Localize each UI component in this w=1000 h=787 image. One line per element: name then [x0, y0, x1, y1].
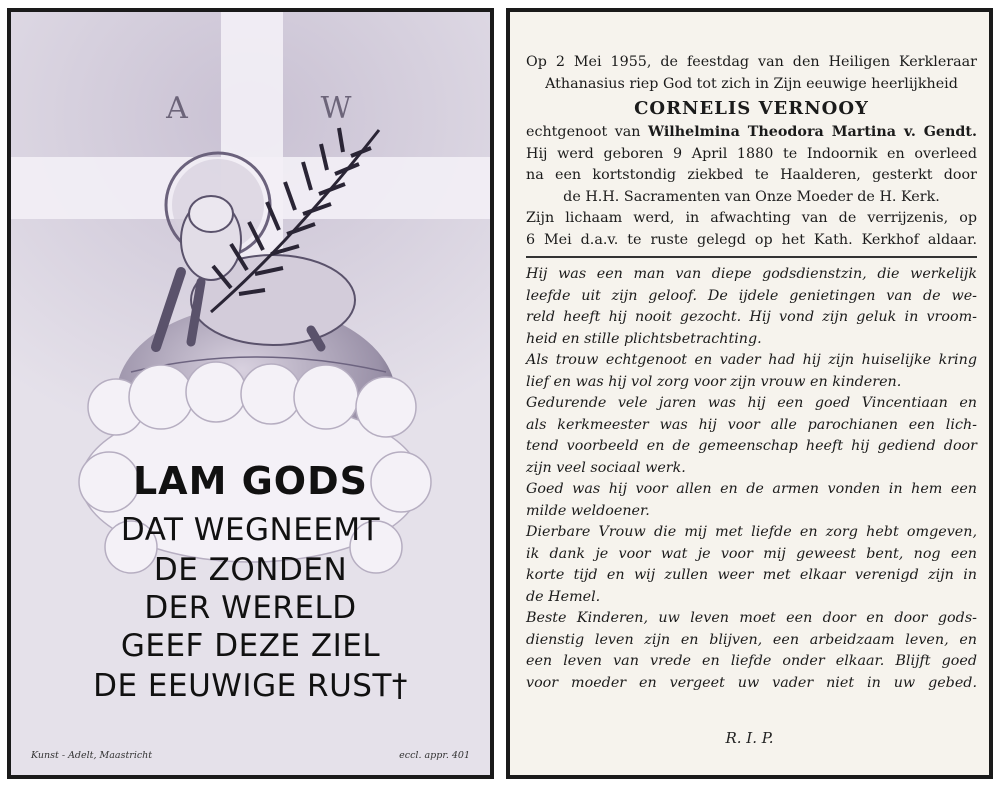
omega-letter: W: [320, 91, 352, 126]
eulogy-line: leefde uit zijn geloof. De ijdele genietingen van de we-: [526, 287, 977, 304]
spouse-name: Wilhelmina Theodora Martina v. Gendt.: [648, 124, 978, 140]
eulogy-line: Beste Kinderen, uw leven moet een door en door gods-: [526, 610, 977, 626]
prayer-title: LAM GODS: [132, 459, 369, 503]
ecclesiastical-approval: eccl. appr. 401: [399, 750, 470, 761]
intro-line: Athanasius riep God tot zich in Zijn eeuwige heerlijkheid: [545, 75, 958, 92]
eulogy-line: Als trouw echtgenoot en vader had hij zijn huiselijke kring: [526, 352, 977, 368]
eulogy-line: de Hemel.: [526, 588, 601, 605]
eulogy-line: zijn veel sociaal werk.: [526, 459, 686, 476]
eulogy-line: voor moeder en vergeet uw vader niet in uw gebed.: [526, 674, 977, 691]
rip-closing: R. I. P.: [725, 729, 774, 747]
prayer-line: DAT WEGNEEMT: [120, 512, 381, 548]
prayer-line: DE ZONDEN: [153, 552, 348, 588]
prayer-card-back: [506, 8, 993, 779]
bio-line: de H.H. Sacramenten van Onze Moeder de H. Kerk.: [563, 188, 940, 205]
eulogy-line: ik dank je voor wat je voor mij geweest bent, nog een: [526, 545, 977, 562]
printer-credit: Kunst - Adelt, Maastricht: [31, 750, 153, 761]
eulogy-line: reld heeft hij nooit gezocht. Hij vond zijn geluk in vroom-: [526, 309, 977, 325]
eulogy-line: een leven van vrede en liefde onder elkaar. Blijft goed: [526, 653, 977, 669]
prayer-line: DE EEUWIGE RUST†: [93, 668, 408, 704]
deceased-name: CORNELIS VERNOOY: [634, 98, 869, 119]
prayer-line: GEEF DEZE ZIEL: [120, 628, 381, 664]
prayer-line: DER WERELD: [144, 590, 357, 626]
eulogy-line: tend voorbeeld en de gemeenschap heeft hij gediend door: [526, 438, 977, 454]
eulogy-line: Gedurende vele jaren was hij een goed Vincentiaan en: [526, 395, 977, 411]
eulogy-line: Dierbare Vrouw die mij met liefde en zorg hebt omgeven,: [526, 524, 977, 540]
bio-line: Zijn lichaam werd, in afwachting van de verrijzenis, op: [526, 210, 977, 226]
prayer-card-front: [7, 8, 494, 779]
bio-line: Hij werd geboren 9 April 1880 te Indoornik en overleed: [526, 145, 977, 162]
eulogy-line: lief en was hij vol zorg voor zijn vrouw en kinderen.: [526, 373, 902, 390]
bio-line: 6 Mei d.a.v. te ruste gelegd op het Kath. Kerkhof aldaar.: [526, 231, 977, 248]
eulogy-line: heid en stille plichtsbetrachting.: [526, 330, 762, 347]
eulogy-line: als kerkmeester was hij voor alle parochianen een lich-: [526, 416, 977, 433]
eulogy-line: Hij was een man van diepe godsdienstzin, die werkelijk: [526, 266, 977, 282]
memorial-text: [526, 52, 977, 694]
eulogy-line: dienstig leven zijn en blijven, een arbeidzaam leven, en: [526, 631, 977, 648]
divider-line: [526, 256, 977, 258]
spouse-line: [526, 122, 977, 144]
eulogy-line: Goed was hij voor allen en de armen vonden in hem een: [526, 481, 977, 497]
alpha-letter: A: [166, 91, 188, 126]
intro-line: Op 2 Mei 1955, de feestdag van den Heiligen Kerkleraar: [526, 54, 977, 70]
spouse-label: echtgenoot van: [526, 124, 641, 140]
eulogy-line: korte tijd en wij zullen weer met elkaar verenigd zijn in: [526, 567, 977, 583]
eulogy-line: milde weldoener.: [526, 502, 650, 519]
bio-line: na een kortstondig ziekbed te Haalderen, gesterkt door: [526, 167, 977, 183]
